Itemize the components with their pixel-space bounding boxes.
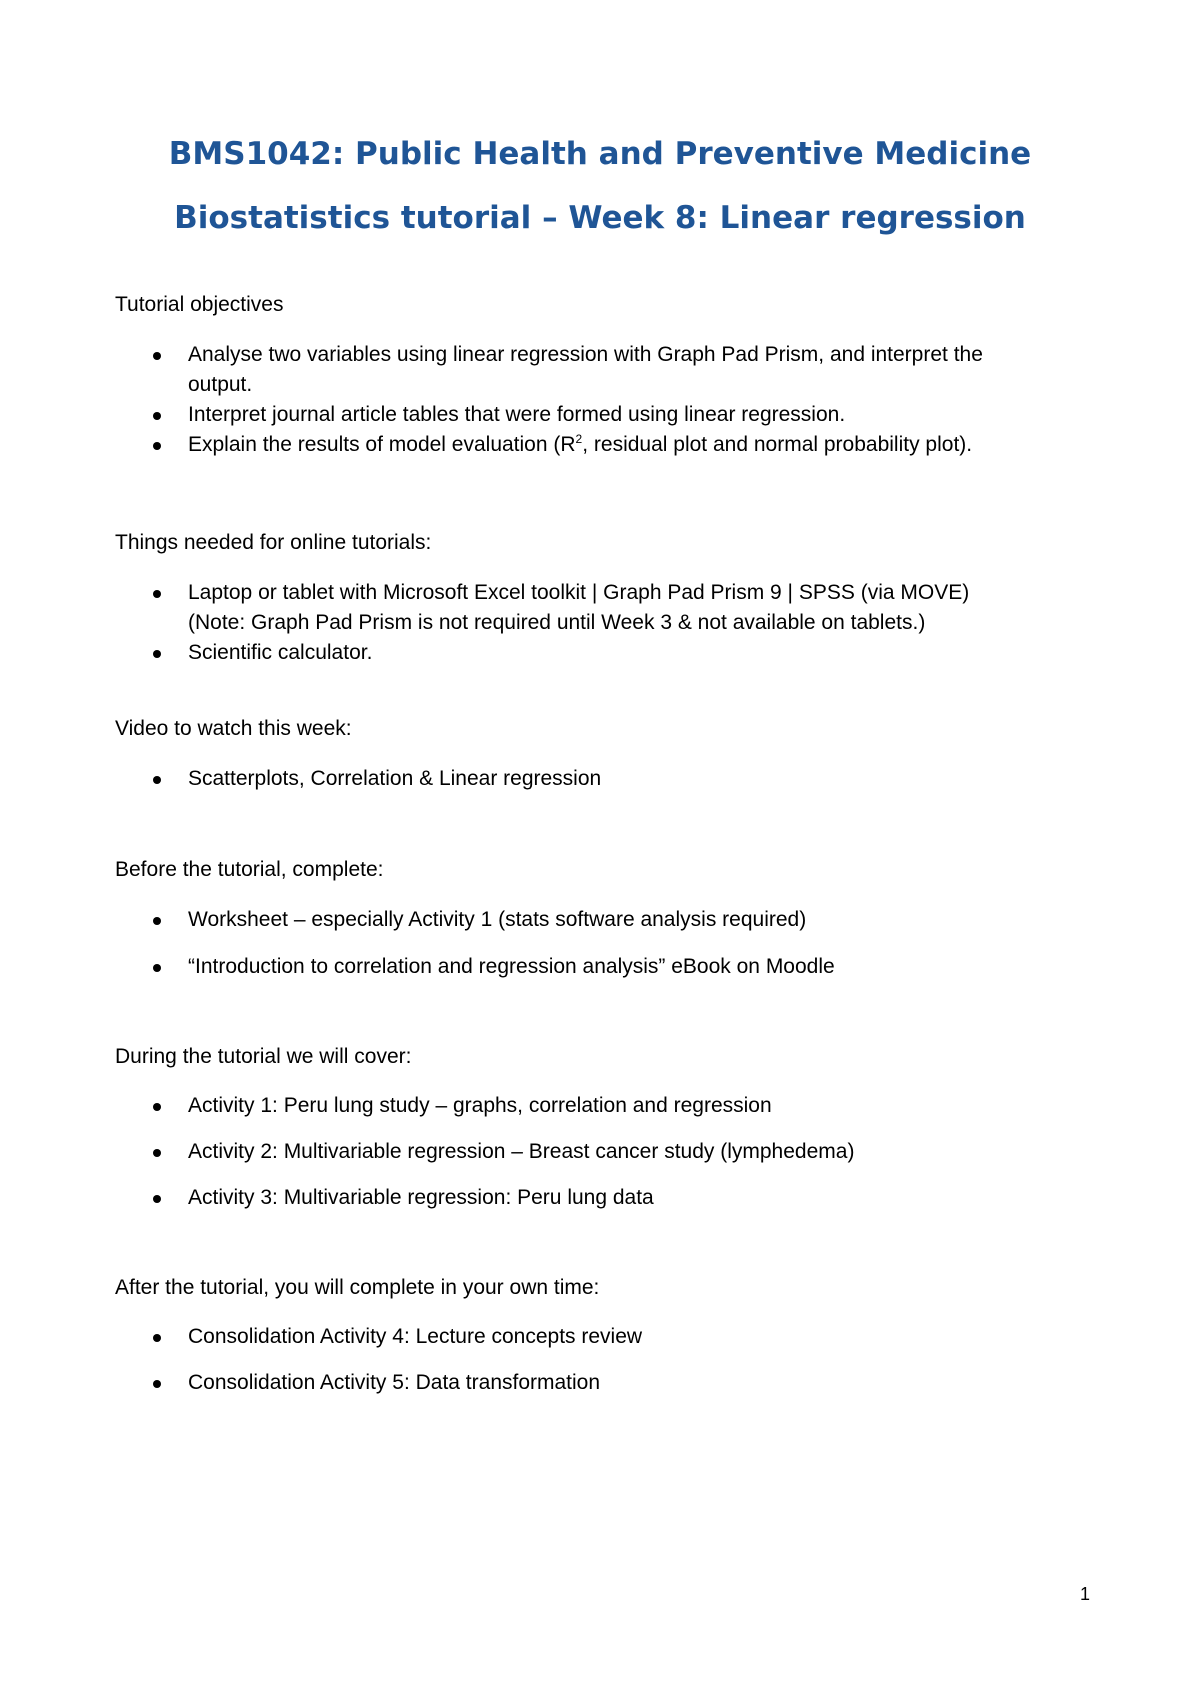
section-heading-after-tutorial: After the tutorial, you will complete in your own time:	[115, 1276, 600, 1299]
list-item: Explain the results of model evaluation ($R^2$, residual plot and normal probability plot).	[0, 430, 1048, 460]
section-heading-before-tutorial: Before the tutorial, complete:	[115, 858, 384, 881]
bullet-icon	[153, 964, 161, 972]
list-item: Activity 1: Peru lung study – graphs, correlation and regression	[0, 1091, 1048, 1121]
after-tutorial-list	[0, 1322, 1048, 1398]
list-item: Consolidation Activity 5: Data transformation	[0, 1368, 1048, 1398]
list-item: Worksheet – especially Activity 1 (stats software analysis required)	[0, 905, 1048, 935]
bullet-icon	[153, 1334, 161, 1342]
list-item: Analyse two variables using linear regression with Graph Pad Prism, and interpret the output.	[0, 340, 1048, 400]
document-subtitle: Biostatistics tutorial – Week 8: Linear regression	[174, 200, 1026, 236]
section-heading-video: Video to watch this week:	[115, 717, 352, 740]
things-needed-list	[0, 578, 1048, 668]
bullet-icon	[153, 776, 161, 784]
bullet-icon	[153, 412, 161, 420]
document-title: BMS1042: Public Health and Preventive Medicine	[168, 136, 1032, 172]
list-item: Scientific calculator.	[0, 638, 1048, 668]
section-heading-during-tutorial: During the tutorial we will cover:	[115, 1045, 412, 1068]
list-item: Laptop or tablet with Microsoft Excel toolkit | Graph Pad Prism 9 | SPSS (via MOVE) (Note: Graph Pad Prism is not required until Week 3 & not available on tablets.)	[0, 578, 1048, 638]
bullet-icon	[153, 1380, 161, 1388]
bullet-icon	[153, 1149, 161, 1157]
list-item: Activity 3: Multivariable regression: Peru lung data	[0, 1183, 1048, 1213]
bullet-icon	[153, 590, 161, 598]
objectives-list	[0, 340, 1048, 460]
bullet-icon	[153, 1103, 161, 1111]
during-tutorial-list	[0, 1091, 1048, 1213]
bullet-icon	[153, 352, 161, 360]
list-item: Consolidation Activity 4: Lecture concepts review	[0, 1322, 1048, 1352]
bullet-icon	[153, 442, 161, 450]
list-item: Activity 2: Multivariable regression – Breast cancer study (lymphedema)	[0, 1137, 1048, 1167]
before-tutorial-list	[0, 905, 1048, 982]
section-heading-objectives: Tutorial objectives	[115, 293, 284, 316]
bullet-icon	[153, 650, 161, 658]
bullet-icon	[153, 917, 161, 925]
section-heading-things-needed: Things needed for online tutorials:	[115, 531, 432, 554]
bullet-icon	[153, 1195, 161, 1203]
list-item: Scatterplots, Correlation & Linear regression	[0, 764, 1048, 794]
page-number: 1	[1079, 1584, 1090, 1604]
video-list	[0, 764, 1048, 794]
list-item: Interpret journal article tables that were formed using linear regression.	[0, 400, 1048, 430]
list-item: “Introduction to correlation and regression analysis” eBook on Moodle	[0, 952, 1048, 982]
